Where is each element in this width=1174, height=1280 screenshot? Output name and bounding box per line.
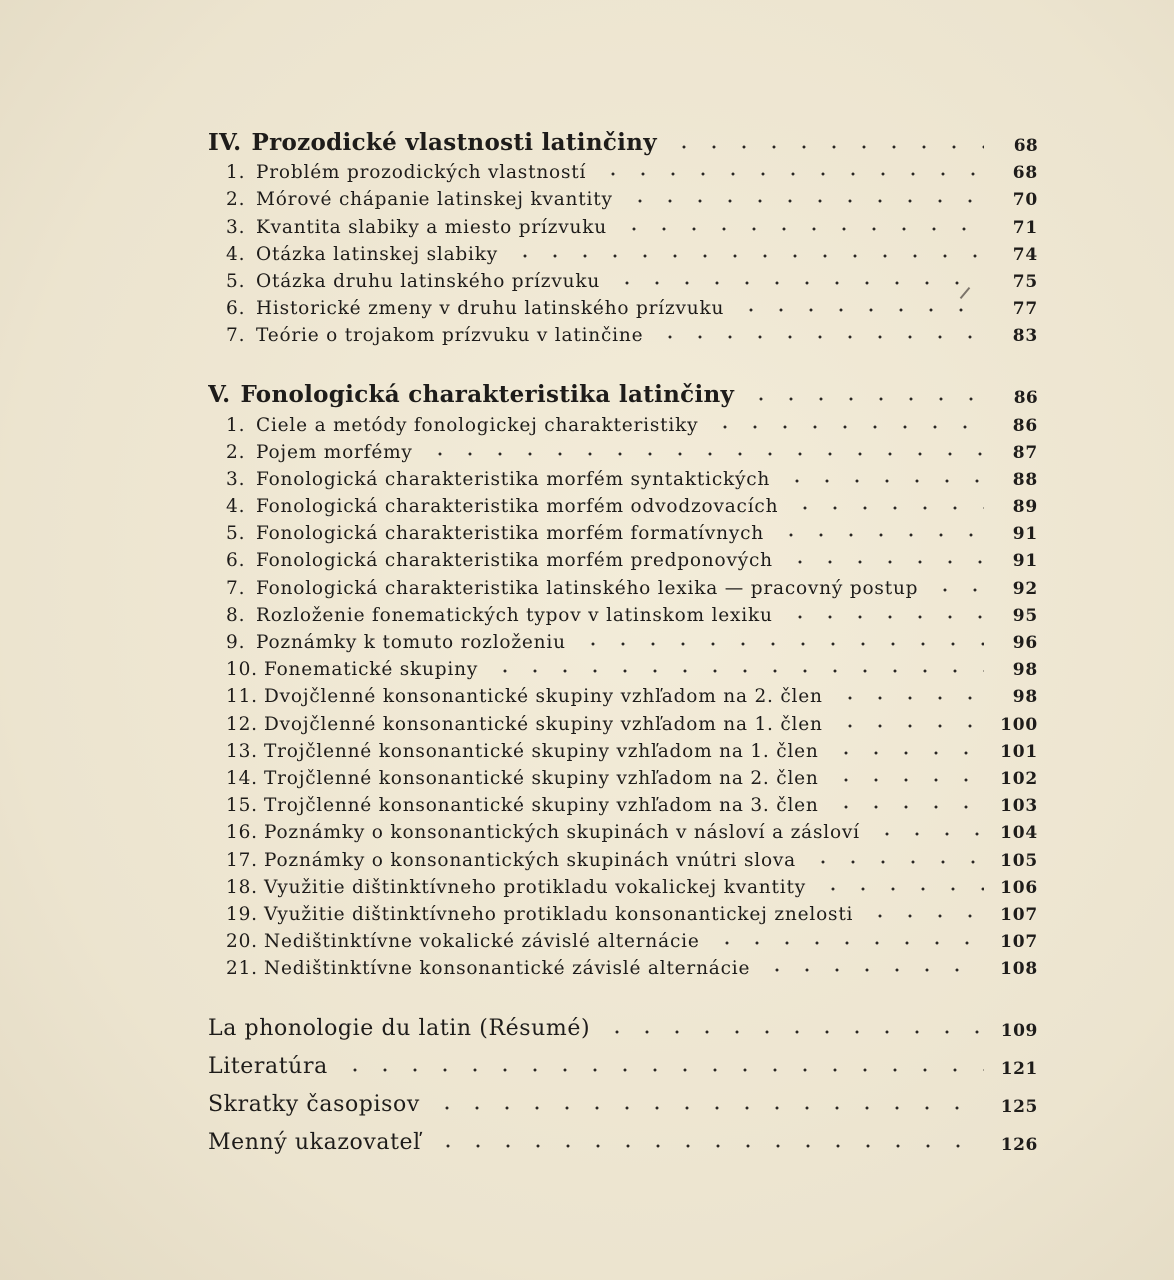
dot-leader — [669, 144, 984, 150]
toc-entry — [208, 408, 1038, 435]
toc-entry — [208, 183, 1038, 210]
dot-leader — [340, 1067, 984, 1073]
entry-title: Rozloženie fonematických typov v latinskom lexiku — [256, 604, 773, 626]
page-number: 105 — [1000, 850, 1038, 871]
entry-title: Nedištinktívne konsonantické závislé alternácie — [264, 958, 751, 980]
dot-leader — [746, 396, 984, 402]
entry-number: 18. — [226, 876, 258, 898]
page-number: 121 — [1000, 1059, 1038, 1080]
dot-leader — [785, 614, 984, 620]
entry-title: La phonologie du latin (Résumé) — [208, 1016, 591, 1042]
entry-number: 4. — [226, 496, 246, 518]
page-number: 109 — [1000, 1021, 1038, 1042]
page-number: 96 — [1012, 633, 1038, 653]
dot-leader — [578, 641, 984, 647]
entry-number: 1. — [226, 414, 246, 436]
entry-title: Využitie dištinktívneho protikladu vokalickej kvantity — [264, 876, 806, 898]
entry-title: Teórie o trojakom prízvuku v latinčine — [256, 325, 644, 347]
toc-entry — [208, 436, 1038, 463]
dot-leader — [790, 505, 984, 511]
page-number: 100 — [1000, 714, 1038, 735]
entry-number: 7. — [226, 577, 246, 599]
toc-entry — [208, 680, 1038, 707]
dot-leader — [930, 587, 984, 593]
toc-entry — [208, 265, 1038, 292]
entry-title: Využitie dištinktívneho protikladu konsonantickej znelosti — [264, 903, 854, 925]
entry-title: Dvojčlenné konsonantické skupiny vzhľadom na 1. člen — [264, 713, 823, 735]
toc-back-matter — [208, 1003, 1038, 1155]
entry-title: Kvantita slabiky a miesto prízvuku — [256, 216, 607, 238]
page-number: 77 — [1012, 299, 1038, 320]
entry-number: 2. — [226, 189, 246, 211]
entry-number: 12. — [226, 713, 258, 735]
page-number: 88 — [1012, 469, 1038, 490]
page-number: 71 — [1012, 217, 1038, 238]
toc-entry — [208, 925, 1038, 952]
back-matter-entry — [208, 1003, 1038, 1041]
entry-title: Fonologická charakteristika morfém predponových — [256, 550, 773, 572]
dot-leader — [619, 226, 984, 232]
dot-leader — [612, 280, 984, 286]
toc-entry — [208, 762, 1038, 789]
entry-number: 14. — [226, 767, 258, 789]
entry-title: Fonologická charakteristika morfém syntaktických — [256, 468, 771, 490]
entry-title: Menný ukazovateľ — [208, 1130, 421, 1156]
toc-entry — [208, 898, 1038, 925]
toc-entry — [208, 319, 1038, 346]
toc-entry — [208, 653, 1038, 680]
entry-title: Skratky časopisov — [208, 1092, 420, 1118]
entry-number: 3. — [226, 468, 246, 490]
entry-number: 10. — [226, 659, 258, 681]
entry-number: 6. — [226, 298, 246, 320]
toc-entry — [208, 571, 1038, 598]
entry-title: Fonologická charakteristika morfém formatívnych — [256, 523, 764, 545]
page-number: 107 — [1000, 904, 1038, 925]
dot-leader — [490, 668, 984, 674]
page-number: 75 — [1012, 271, 1038, 292]
page-number: 87 — [1012, 442, 1038, 463]
entry-title: Fonologická charakteristika latinského lexika — pracovný postup — [256, 577, 919, 599]
page-number: 91 — [1012, 524, 1038, 545]
toc-entry — [208, 599, 1038, 626]
dot-leader — [432, 1105, 984, 1111]
entry-title: Pojem morfémy — [256, 441, 413, 463]
entry-number: 5. — [226, 270, 246, 292]
dot-leader — [602, 1029, 984, 1035]
section-title: Prozodické vlastnosti latinčiny — [251, 129, 657, 156]
section-title: Fonologická charakteristika latinčiny — [240, 381, 735, 409]
table-of-contents — [208, 118, 1038, 1155]
page-number: 95 — [1012, 605, 1038, 626]
section-heading — [208, 118, 1038, 156]
entry-title: Fonematické skupiny — [264, 659, 479, 681]
toc-section-v — [208, 370, 1038, 979]
page-number: 126 — [1000, 1135, 1038, 1156]
entry-title: Poznámky k tomuto rozloženiu — [256, 632, 566, 653]
page-number: 104 — [1000, 823, 1038, 844]
entry-number: 15. — [226, 795, 258, 817]
page-number: 70 — [1012, 190, 1038, 211]
dot-leader — [872, 831, 984, 837]
page-number: 106 — [1000, 877, 1038, 898]
entry-number: 1. — [226, 162, 246, 184]
section-heading — [208, 370, 1038, 408]
toc-entry — [208, 238, 1038, 265]
dot-leader — [818, 886, 984, 892]
entry-number: 9. — [226, 632, 246, 653]
page-number: 91 — [1012, 551, 1038, 572]
page-number: 107 — [1000, 932, 1038, 953]
entry-number: 16. — [226, 822, 258, 844]
entry-title: Mórové chápanie latinskej kvantity — [256, 189, 613, 211]
entry-title: Otázka druhu latinského prízvuku — [256, 270, 601, 292]
entry-number: 11. — [226, 686, 258, 708]
toc-entry — [208, 463, 1038, 490]
dot-leader — [736, 307, 984, 313]
entry-number: 4. — [226, 243, 246, 265]
entry-number: 5. — [226, 523, 246, 545]
entry-number: 13. — [226, 740, 258, 762]
entry-title: Poznámky o konsonantických skupinách vnútri slova — [264, 849, 796, 871]
dot-leader — [712, 940, 984, 946]
entry-title: Otázka latinskej slabiky — [256, 243, 499, 265]
entry-title: Problém prozodických vlastností — [256, 162, 587, 184]
dot-leader — [710, 424, 984, 430]
dot-leader — [785, 559, 984, 565]
entry-title: Fonologická charakteristika morfém odvodzovacích — [256, 496, 779, 518]
dot-leader — [835, 695, 984, 701]
entry-number: 19. — [226, 903, 258, 925]
toc-entry — [208, 735, 1038, 762]
entry-number: 7. — [226, 325, 246, 347]
dot-leader — [831, 804, 984, 810]
page-number: 103 — [1000, 796, 1038, 817]
entry-title: Dvojčlenné konsonantické skupiny vzhľadom na 2. člen — [264, 686, 823, 708]
entry-number: 21. — [226, 958, 258, 980]
entry-number: 8. — [226, 604, 246, 626]
toc-entry — [208, 871, 1038, 898]
page-number: 74 — [1012, 244, 1038, 265]
entry-number: 6. — [226, 550, 246, 572]
section-number: V. — [208, 381, 231, 409]
page-number: 98 — [1012, 687, 1038, 708]
dot-leader — [625, 198, 984, 204]
toc-entry — [208, 707, 1038, 734]
toc-section-iv — [208, 118, 1038, 346]
dot-leader — [831, 777, 984, 783]
page-number: 98 — [1012, 660, 1038, 681]
page-number: 102 — [1000, 768, 1038, 789]
toc-entry — [208, 490, 1038, 517]
dot-leader — [865, 913, 984, 919]
entry-title: Trojčlenné konsonantické skupiny vzhľadom na 2. člen — [264, 767, 819, 789]
toc-entry — [208, 789, 1038, 816]
entry-number: 3. — [226, 216, 246, 238]
page-number: 68 — [1013, 136, 1038, 156]
toc-entry — [208, 210, 1038, 237]
dot-leader — [782, 478, 984, 484]
toc-entry — [208, 517, 1038, 544]
entry-title: Nedištinktívne vokalické závislé alternácie — [264, 931, 700, 953]
toc-entry — [208, 292, 1038, 319]
dot-leader — [510, 253, 984, 259]
entry-title: Trojčlenné konsonantické skupiny vzhľadom na 1. člen — [264, 740, 819, 762]
dot-leader — [598, 171, 984, 177]
section-number: IV. — [208, 129, 242, 156]
page-number: 89 — [1012, 497, 1038, 518]
page-number: 68 — [1012, 163, 1038, 184]
dot-leader — [425, 451, 984, 457]
entry-title: Ciele a metódy fonologickej charakteristiky — [256, 414, 699, 436]
page-number: 86 — [1012, 415, 1038, 436]
dot-leader — [433, 1143, 984, 1149]
dot-leader — [831, 750, 984, 756]
toc-entry — [208, 156, 1038, 183]
back-matter-entry — [208, 1117, 1038, 1155]
entry-number: 20. — [226, 931, 258, 953]
back-matter-entry — [208, 1041, 1038, 1079]
back-matter-entry — [208, 1079, 1038, 1117]
page-number: 86 — [1013, 388, 1038, 409]
toc-entry — [208, 544, 1038, 571]
page-number: 83 — [1012, 326, 1038, 347]
entry-number: 2. — [226, 441, 246, 463]
toc-entry — [208, 952, 1038, 979]
toc-entry — [208, 843, 1038, 870]
entry-title: Literatúra — [208, 1054, 328, 1080]
page-number: 101 — [1000, 741, 1038, 762]
entry-number: 17. — [226, 849, 258, 871]
entry-title: Poznámky o konsonantických skupinách v násloví a zásloví — [264, 822, 860, 844]
dot-leader — [835, 723, 984, 729]
dot-leader — [655, 334, 984, 340]
toc-entry — [208, 816, 1038, 843]
dot-leader — [808, 859, 984, 865]
toc-entry — [208, 626, 1038, 653]
page-number: 92 — [1012, 578, 1038, 599]
page-number: 125 — [1000, 1097, 1038, 1118]
dot-leader — [776, 532, 984, 538]
dot-leader — [762, 967, 984, 973]
page-number: 108 — [1000, 959, 1038, 980]
entry-title: Trojčlenné konsonantické skupiny vzhľadom na 3. člen — [264, 795, 819, 817]
entry-title: Historické zmeny v druhu latinského prízvuku — [256, 298, 725, 320]
